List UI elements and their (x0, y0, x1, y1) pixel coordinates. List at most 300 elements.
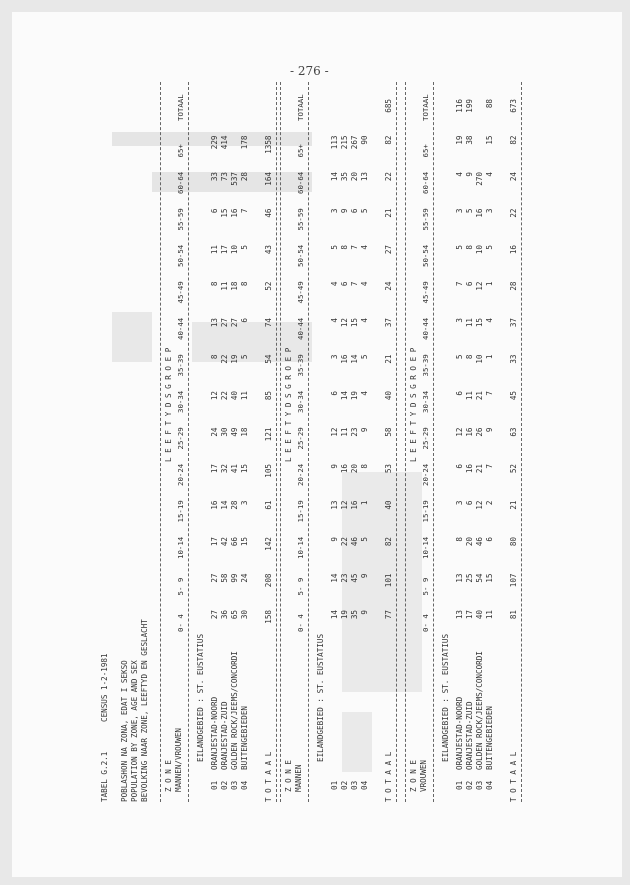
column-header: 60-64 (421, 171, 430, 194)
total-cell: 77 (384, 610, 393, 620)
table-cell: 66 (230, 537, 239, 547)
total-cell: 46 (264, 208, 273, 218)
table-cell: 13 (360, 172, 369, 182)
table-cell: 42 (220, 537, 229, 547)
table-cell: 537 (230, 172, 239, 186)
total-cell: 21 (509, 500, 518, 510)
column-header: 10-14 (296, 536, 305, 559)
table-cell: 9 (330, 464, 339, 469)
total-cell: 142 (264, 537, 273, 551)
zone-code: 03 (475, 780, 484, 790)
table-cell: 3 (240, 500, 249, 506)
table-cell: 27 (210, 573, 219, 583)
zone-name: ORANJESTAD-ZUID (220, 701, 229, 770)
table-cell: 14 (220, 500, 229, 510)
table-cell: 58 (220, 573, 229, 583)
table-cell: 14 (330, 172, 339, 182)
table-cell: 4 (485, 318, 494, 323)
table-cell: 24 (240, 573, 249, 583)
table-cell: 15 (240, 537, 249, 547)
zone-header: Z O N E (164, 759, 173, 792)
table-cell: 40 (475, 610, 484, 620)
total-cell: 52 (264, 281, 273, 291)
area-label: EILANDGEBIED : ST. EUSTATIUS (441, 633, 450, 762)
total-cell: 107 (509, 573, 518, 588)
table-cell: 10 (475, 245, 484, 255)
column-header: 5- 9 (296, 577, 305, 596)
total-cell: 45 (509, 391, 518, 401)
total-cell: 685 (384, 99, 393, 113)
column-header: 50-54 (176, 244, 185, 267)
column-header: 35-39 (296, 354, 305, 377)
zone-name: GOLDEN ROCK/JEEMS/CONCORDI (475, 651, 484, 770)
table-cell: 15 (350, 318, 359, 328)
table-cell: 27 (230, 318, 239, 328)
table-cell: 14 (340, 391, 349, 401)
table-cell: 178 (240, 135, 249, 150)
table-cell: 4 (330, 281, 339, 287)
age-group-header: L E E F T Y D S G R O E P (284, 347, 293, 462)
zone-code: 03 (350, 780, 359, 790)
table-code: TABEL G.2.1 (100, 751, 109, 802)
table-cell: 3 (455, 208, 464, 214)
column-header: 45-49 (176, 281, 185, 304)
table-cell: 15 (475, 318, 484, 328)
total-cell: 28 (509, 281, 518, 291)
column-header: 50-54 (296, 244, 305, 267)
column-header: 30-34 (176, 390, 185, 413)
table-rule (433, 82, 434, 802)
table-cell: 46 (350, 537, 359, 547)
table-cell: 16 (465, 427, 474, 437)
table-cell: 13 (455, 610, 464, 620)
zone-name: ORANJESTAD-ZUID (465, 701, 474, 770)
column-header: 40-44 (176, 317, 185, 340)
table-cell: 116 (455, 99, 464, 113)
column-header: 25-29 (296, 427, 305, 450)
total-cell: 121 (264, 427, 273, 442)
table-cell: 12 (455, 427, 464, 437)
area-label: EILANDGEBIED : ST. EUSTATIUS (196, 633, 205, 762)
column-header: 65+ (296, 144, 305, 158)
table-cell: 11 (240, 391, 249, 401)
table-cell: 9 (360, 427, 369, 433)
title-line-1: POBLASHON NA ZONA, EDAT I SEKSO (120, 660, 129, 802)
table-cell: 6 (240, 318, 249, 323)
total-cell: 81 (509, 610, 518, 620)
total-cell: 74 (264, 318, 273, 328)
total-cell: 27 (384, 245, 393, 255)
total-cell: 164 (264, 172, 273, 186)
column-header: 25-29 (421, 427, 430, 450)
total-cell: 52 (509, 464, 518, 474)
table-cell: 13 (330, 500, 339, 510)
table-cell: 4 (455, 172, 464, 177)
column-header: 20-24 (176, 463, 185, 486)
table-cell: 270 (475, 172, 484, 186)
column-header: 35-39 (176, 354, 185, 377)
table-cell: 4 (360, 281, 369, 287)
table-cell: 9 (465, 172, 474, 177)
table-cell: 5 (455, 354, 464, 360)
table-cell: 49 (230, 427, 239, 437)
table-cell: 199 (465, 99, 474, 113)
table-cell: 13 (455, 573, 464, 583)
table-cell: 36 (220, 610, 229, 620)
page-number: - 276 - (290, 64, 329, 78)
table-cell: 8 (465, 245, 474, 250)
total-cell: 63 (509, 427, 518, 437)
column-header: 5- 9 (421, 577, 430, 596)
table-cell: 15 (220, 208, 229, 218)
total-label: T O T A A L (509, 751, 518, 802)
zone-code: 02 (340, 780, 349, 790)
zone-code: 01 (210, 780, 219, 790)
table-cell: 40 (230, 391, 239, 401)
table-cell: 11 (485, 610, 494, 620)
title-line-3: BEVOLKING NAAR ZONE, LEEFTYD EN GESLACHT (140, 619, 149, 802)
column-header: 50-54 (421, 244, 430, 267)
zone-name: BUITENGEBIEDEN (485, 705, 494, 770)
table-rule (405, 82, 406, 802)
table-cell: 5 (360, 537, 369, 542)
table-cell: 28 (230, 500, 239, 510)
table-cell: 18 (230, 281, 239, 291)
table-cell: 20 (465, 537, 474, 547)
table-cell: 30 (240, 610, 249, 620)
table-cell: 17 (465, 610, 474, 620)
table-cell: 17 (220, 245, 229, 255)
total-cell: 43 (264, 245, 273, 255)
total-cell: 82 (384, 135, 393, 145)
rotated-table (90, 82, 530, 802)
table-cell: 12 (210, 391, 219, 401)
table-cell: 73 (220, 172, 229, 182)
table-cell: 21 (475, 464, 484, 474)
table-cell: 11 (465, 391, 474, 401)
column-header: 10-14 (421, 536, 430, 559)
table-rule (188, 82, 189, 802)
table-cell: 24 (210, 427, 219, 437)
table-cell: 3 (330, 208, 339, 214)
table-cell: 113 (330, 135, 339, 150)
zone-code: 01 (330, 780, 339, 790)
column-header: 20-24 (296, 463, 305, 486)
zone-code: 04 (240, 780, 249, 790)
table-cell: 11 (465, 318, 474, 328)
table-cell: 16 (210, 500, 219, 510)
table-cell: 26 (475, 427, 484, 437)
table-cell: 4 (360, 245, 369, 250)
table-cell: 13 (210, 318, 219, 328)
total-cell: 53 (384, 464, 393, 474)
table-cell: 8 (340, 245, 349, 250)
total-cell: 21 (384, 354, 393, 364)
column-header: 55-59 (296, 208, 305, 231)
table-cell: 9 (330, 537, 339, 542)
table-cell: 4 (485, 172, 494, 177)
table-cell: 7 (350, 281, 359, 287)
total-cell: 101 (384, 573, 393, 588)
total-cell: 21 (384, 208, 393, 218)
table-cell: 414 (220, 135, 229, 150)
table-cell: 35 (350, 610, 359, 620)
table-cell: 4 (330, 318, 339, 323)
table-cell: 9 (340, 208, 349, 214)
table-cell: 7 (240, 208, 249, 214)
table-cell: 7 (485, 464, 494, 469)
table-cell: 45 (350, 573, 359, 583)
table-cell: 11 (340, 427, 349, 437)
table-cell: 8 (465, 354, 474, 360)
zone-header: Z O N E (284, 759, 293, 792)
table-cell: 7 (455, 281, 464, 287)
table-cell: 14 (330, 573, 339, 583)
total-cell: 105 (264, 464, 273, 478)
column-header: 0- 4 (176, 614, 185, 632)
area-label: EILANDGEBIED : ST. EUSTATIUS (316, 633, 325, 762)
total-cell: 24 (509, 172, 518, 182)
table-cell: 12 (475, 500, 484, 510)
total-cell: 37 (384, 318, 393, 328)
table-cell: 4 (360, 318, 369, 323)
column-header: 60-64 (176, 171, 185, 194)
total-cell: 24 (384, 281, 393, 291)
table-cell: 16 (340, 354, 349, 364)
table-cell: 28 (240, 172, 249, 182)
table-cell: 9 (485, 427, 494, 433)
sex-header: VROUWEN (419, 759, 428, 792)
table-cell: 90 (360, 135, 369, 145)
table-cell: 15 (485, 573, 494, 583)
table-cell: 6 (465, 500, 474, 506)
total-cell: 33 (509, 354, 518, 364)
total-cell: 54 (264, 354, 273, 364)
table-rule (521, 82, 522, 802)
table-cell: 5 (360, 208, 369, 214)
column-header: 45-49 (296, 281, 305, 304)
table-cell: 46 (475, 537, 484, 547)
column-header: 15-19 (296, 500, 305, 523)
table-rule (276, 82, 277, 802)
column-header: 15-19 (421, 500, 430, 523)
column-header: 10-14 (176, 536, 185, 559)
zone-name: BUITENGEBIEDEN (240, 705, 249, 770)
column-header: TOTAAL (296, 94, 305, 121)
column-header: 35-39 (421, 354, 430, 377)
table-cell: 23 (340, 573, 349, 583)
table-cell: 20 (350, 464, 359, 474)
sex-header: MANNEN/VROUWEN (174, 727, 183, 792)
table-cell: 16 (230, 208, 239, 218)
age-group-header: L E E F T Y D S G R O E P (164, 347, 173, 462)
total-cell: 22 (509, 208, 518, 218)
table-cell: 38 (465, 135, 474, 145)
sex-header: MANNEN (294, 764, 303, 792)
column-header: 55-59 (421, 208, 430, 231)
table-cell: 8 (240, 281, 249, 287)
table-cell: 15 (240, 464, 249, 474)
table-cell: 14 (350, 354, 359, 364)
table-cell: 16 (350, 500, 359, 510)
table-cell: 30 (220, 427, 229, 437)
table-cell: 32 (220, 464, 229, 474)
column-header: 25-29 (176, 427, 185, 450)
census-date: CENSUS 1-2-1981 (100, 653, 109, 722)
table-cell: 14 (330, 610, 339, 620)
table-cell: 6 (340, 281, 349, 287)
column-header: 40-44 (421, 317, 430, 340)
column-header: TOTAAL (421, 94, 430, 121)
table-cell: 8 (210, 281, 219, 287)
table-cell: 19 (230, 354, 239, 364)
table-rule (160, 82, 161, 802)
table-cell: 6 (350, 208, 359, 214)
table-cell: 6 (330, 391, 339, 396)
column-header: 20-24 (421, 463, 430, 486)
table-cell: 5 (455, 245, 464, 250)
table-cell: 22 (220, 391, 229, 401)
table-cell: 99 (230, 573, 239, 583)
table-cell: 5 (465, 208, 474, 214)
column-header: 30-34 (421, 390, 430, 413)
table-cell: 27 (210, 610, 219, 620)
table-cell: 1 (485, 281, 494, 287)
column-header: 30-34 (296, 390, 305, 413)
table-cell: 15 (485, 135, 494, 145)
total-cell: 58 (384, 427, 393, 437)
table-cell: 25 (465, 573, 474, 583)
table-cell: 3 (455, 318, 464, 323)
table-cell: 7 (485, 391, 494, 396)
zone-code: 01 (455, 780, 464, 790)
column-header: 15-19 (176, 500, 185, 523)
total-cell: 37 (509, 318, 518, 328)
total-cell: 85 (264, 391, 273, 401)
table-cell: 11 (210, 245, 219, 255)
column-header: 40-44 (296, 317, 305, 340)
title-line-2: POPULATION BY ZONE, AGE AND SEX (130, 660, 139, 802)
table-cell: 11 (220, 281, 229, 291)
table-cell: 18 (240, 427, 249, 437)
table-cell: 5 (240, 354, 249, 360)
table-cell: 21 (475, 391, 484, 401)
total-cell: 673 (509, 99, 518, 113)
table-cell: 4 (360, 391, 369, 396)
table-cell: 88 (485, 99, 494, 109)
table-cell: 3 (455, 500, 464, 506)
total-cell: 158 (264, 610, 273, 624)
table-cell: 22 (340, 537, 349, 547)
table-cell: 33 (210, 172, 219, 182)
table-cell: 5 (360, 354, 369, 360)
zone-header: Z O N E (409, 759, 418, 792)
table-cell: 19 (350, 391, 359, 401)
total-cell: 16 (509, 245, 518, 255)
table-cell: 3 (485, 208, 494, 214)
column-header: 60-64 (296, 171, 305, 194)
total-cell: 82 (384, 537, 393, 547)
table-cell: 229 (210, 135, 219, 150)
table-cell: 215 (340, 135, 349, 150)
table-cell: 6 (465, 281, 474, 287)
table-cell: 22 (220, 354, 229, 364)
table-cell: 16 (340, 464, 349, 474)
zone-code: 02 (220, 780, 229, 790)
table-cell: 5 (485, 245, 494, 250)
column-header: 45-49 (421, 281, 430, 304)
column-header: 65+ (421, 144, 430, 158)
total-cell: 40 (384, 500, 393, 510)
zone-code: 04 (360, 780, 369, 790)
total-cell: 82 (509, 135, 518, 145)
table-rule (396, 82, 397, 802)
table-cell: 10 (230, 245, 239, 255)
table-cell: 16 (475, 208, 484, 218)
total-cell: 40 (384, 391, 393, 401)
column-header: 0- 4 (296, 614, 305, 632)
table-cell: 19 (455, 135, 464, 145)
table-cell: 12 (475, 281, 484, 291)
table-cell: 41 (230, 464, 239, 474)
table-cell: 20 (350, 172, 359, 182)
table-cell: 6 (455, 391, 464, 396)
table-cell: 12 (340, 318, 349, 328)
table-cell: 6 (210, 208, 219, 214)
table-cell: 16 (465, 464, 474, 474)
table-cell: 5 (240, 245, 249, 250)
total-cell: 61 (264, 500, 273, 510)
age-group-header: L E E F T Y D S G R O E P (409, 347, 418, 462)
column-header: 55-59 (176, 208, 185, 231)
zone-name: ORANJESTAD-NOORD (455, 696, 464, 770)
total-cell: 208 (264, 573, 273, 588)
table-cell: 12 (340, 500, 349, 510)
table-cell: 27 (220, 318, 229, 328)
column-header: 0- 4 (421, 614, 430, 632)
table-cell: 23 (350, 427, 359, 437)
zone-code: 04 (485, 780, 494, 790)
column-header: 5- 9 (176, 577, 185, 596)
zone-code: 03 (230, 780, 239, 790)
total-cell: 22 (384, 172, 393, 182)
total-label: T O T A A L (384, 751, 393, 802)
table-cell: 7 (350, 245, 359, 250)
table-cell: 8 (455, 537, 464, 542)
table-cell: 8 (210, 354, 219, 360)
table-cell: 267 (350, 135, 359, 150)
zone-name: GOLDEN ROCK/JEEMS/CONCORDI (230, 651, 239, 770)
table-cell: 3 (330, 354, 339, 360)
column-header: TOTAAL (176, 94, 185, 121)
table-cell: 54 (475, 573, 484, 583)
table-cell: 35 (340, 172, 349, 182)
table-cell: 6 (455, 464, 464, 469)
table-cell: 19 (340, 610, 349, 620)
table-cell: 2 (485, 500, 494, 506)
table-cell: 1 (485, 354, 494, 360)
table-cell: 1 (360, 500, 369, 506)
scanned-page (12, 12, 622, 877)
zone-code: 02 (465, 780, 474, 790)
table-cell: 12 (330, 427, 339, 437)
total-label: T O T A A L (264, 751, 273, 802)
table-rule (280, 82, 281, 802)
table-cell: 9 (360, 610, 369, 615)
table-cell: 5 (330, 245, 339, 250)
table-cell: 9 (360, 573, 369, 579)
column-header: 65+ (176, 144, 185, 158)
